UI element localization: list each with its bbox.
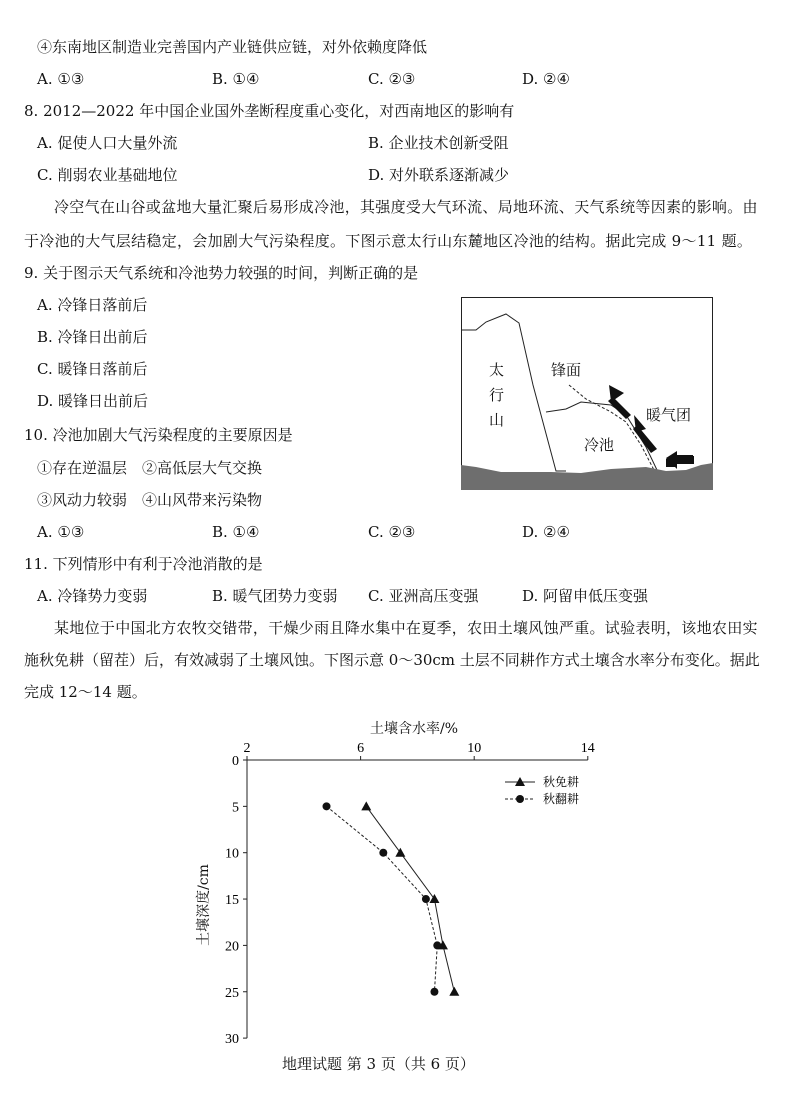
- y-tick-label: 25: [225, 985, 239, 1001]
- q11-option-a: A. 冷锋势力变弱: [37, 587, 148, 605]
- y-tick-label: 30: [225, 1032, 239, 1048]
- q10-option-d: D. ②④: [522, 523, 570, 541]
- q8-option-c: C. 削弱农业基础地位: [37, 166, 178, 184]
- y-tick-label: 0: [232, 754, 239, 769]
- q7-option-d: D. ②④: [522, 70, 570, 88]
- data-point-triangle: [429, 894, 439, 903]
- data-point-circle: [433, 941, 441, 949]
- q10-option-a: A. ①③: [37, 523, 85, 541]
- passage-2-line-2: 施秋免耕（留茬）后，有效减弱了土壤风蚀。下图示意 0～30cm 土层不同耕作方式土壤含水率分布变化。据此: [24, 651, 760, 669]
- q9-stem: 9. 关于图示天气系统和冷池势力较强的时间，判断正确的是: [24, 264, 419, 282]
- q9-option-d: D. 暖锋日出前后: [37, 392, 149, 410]
- page-footer: 地理试题 第 3 页（共 6 页）: [282, 1055, 475, 1073]
- x-tick-label: 14: [580, 741, 595, 756]
- data-point-circle: [422, 895, 430, 903]
- legend-label: 秋翻耕: [543, 792, 580, 806]
- data-point-circle: [323, 802, 331, 810]
- y-tick-label: 10: [225, 846, 239, 862]
- data-point-triangle: [361, 801, 371, 810]
- q7-option-a: A. ①③: [37, 70, 85, 88]
- y-tick-label: 5: [232, 800, 239, 816]
- data-point-circle: [430, 988, 438, 996]
- series-line-1: [366, 806, 454, 991]
- q8-option-d: D. 对外联系逐渐减少: [368, 166, 510, 184]
- passage-1-line-1: 冷空气在山谷或盆地大量汇聚后易形成冷池，其强度受大气环流、局地环流、天气系统等因素的影响。由: [54, 198, 758, 216]
- q11-option-d: D. 阿留申低压变强: [522, 587, 649, 605]
- data-point-triangle: [449, 987, 459, 996]
- label-mountain-3: 山: [489, 411, 505, 429]
- q10-items-2: ③风动力较弱 ④山风带来污染物: [37, 491, 263, 509]
- q8-option-b: B. 企业技术创新受阻: [368, 134, 509, 152]
- q7-option-c: C. ②③: [368, 70, 416, 88]
- legend-label: 秋免耕: [543, 775, 580, 789]
- soil-moisture-chart: [195, 720, 620, 1060]
- cold-pool-diagram: [461, 297, 713, 490]
- y-axis-label: 土壤深度/cm: [195, 864, 212, 946]
- x-tick-label: 6: [357, 741, 365, 756]
- q11-option-c: C. 亚洲高压变强: [368, 587, 479, 605]
- passage-2-line-1: 某地位于中国北方农牧交错带，干燥少雨且降水集中在夏季，农田土壤风蚀严重。试验表明，该地农田实: [54, 619, 758, 637]
- label-mountain-1: 太: [489, 361, 505, 379]
- chart-title: 土壤含水率/%: [370, 721, 459, 737]
- legend-marker: [516, 795, 524, 803]
- y-tick-label: 15: [225, 893, 239, 909]
- y-tick-label: 20: [225, 939, 239, 955]
- series-line-2: [327, 806, 438, 991]
- q9-option-c: C. 暖锋日落前后: [37, 360, 148, 378]
- label-mountain-2: 行: [489, 386, 505, 404]
- q8-stem: 8. 2012—2022 年中国企业国外垄断程度重心变化，对西南地区的影响有: [24, 102, 515, 120]
- q9-option-a: A. 冷锋日落前后: [37, 296, 148, 314]
- q9-option-b: B. 冷锋日出前后: [37, 328, 148, 346]
- q11-option-b: B. 暖气团势力变弱: [212, 587, 338, 605]
- q10-stem: 10. 冷池加剧大气污染程度的主要原因是: [24, 426, 293, 444]
- label-warm-air: 暖气团: [646, 406, 692, 424]
- q7-item-4: ④东南地区制造业完善国内产业链供应链，对外依赖度降低: [37, 38, 428, 56]
- q11-stem: 11. 下列情形中有利于冷池消散的是: [24, 555, 263, 573]
- data-point-triangle: [395, 848, 405, 857]
- q10-option-b: B. ①④: [212, 523, 260, 541]
- q7-option-b: B. ①④: [212, 70, 260, 88]
- label-cold-pool: 冷池: [584, 436, 615, 454]
- data-point-circle: [379, 849, 387, 857]
- q10-items-1: ①存在逆温层 ②高低层大气交换: [37, 459, 263, 477]
- q8-option-a: A. 促使人口大量外流: [37, 134, 178, 152]
- q10-option-c: C. ②③: [368, 523, 416, 541]
- label-front: 锋面: [551, 361, 582, 379]
- x-tick-label: 2: [243, 741, 251, 756]
- x-tick-label: 10: [467, 741, 482, 756]
- passage-2-line-3: 完成 12～14 题。: [24, 683, 147, 701]
- passage-1-line-2: 于冷池的大气层结稳定，会加剧大气污染程度。下图示意太行山东麓地区冷池的结构。据此完成 9～11 题。: [24, 232, 753, 250]
